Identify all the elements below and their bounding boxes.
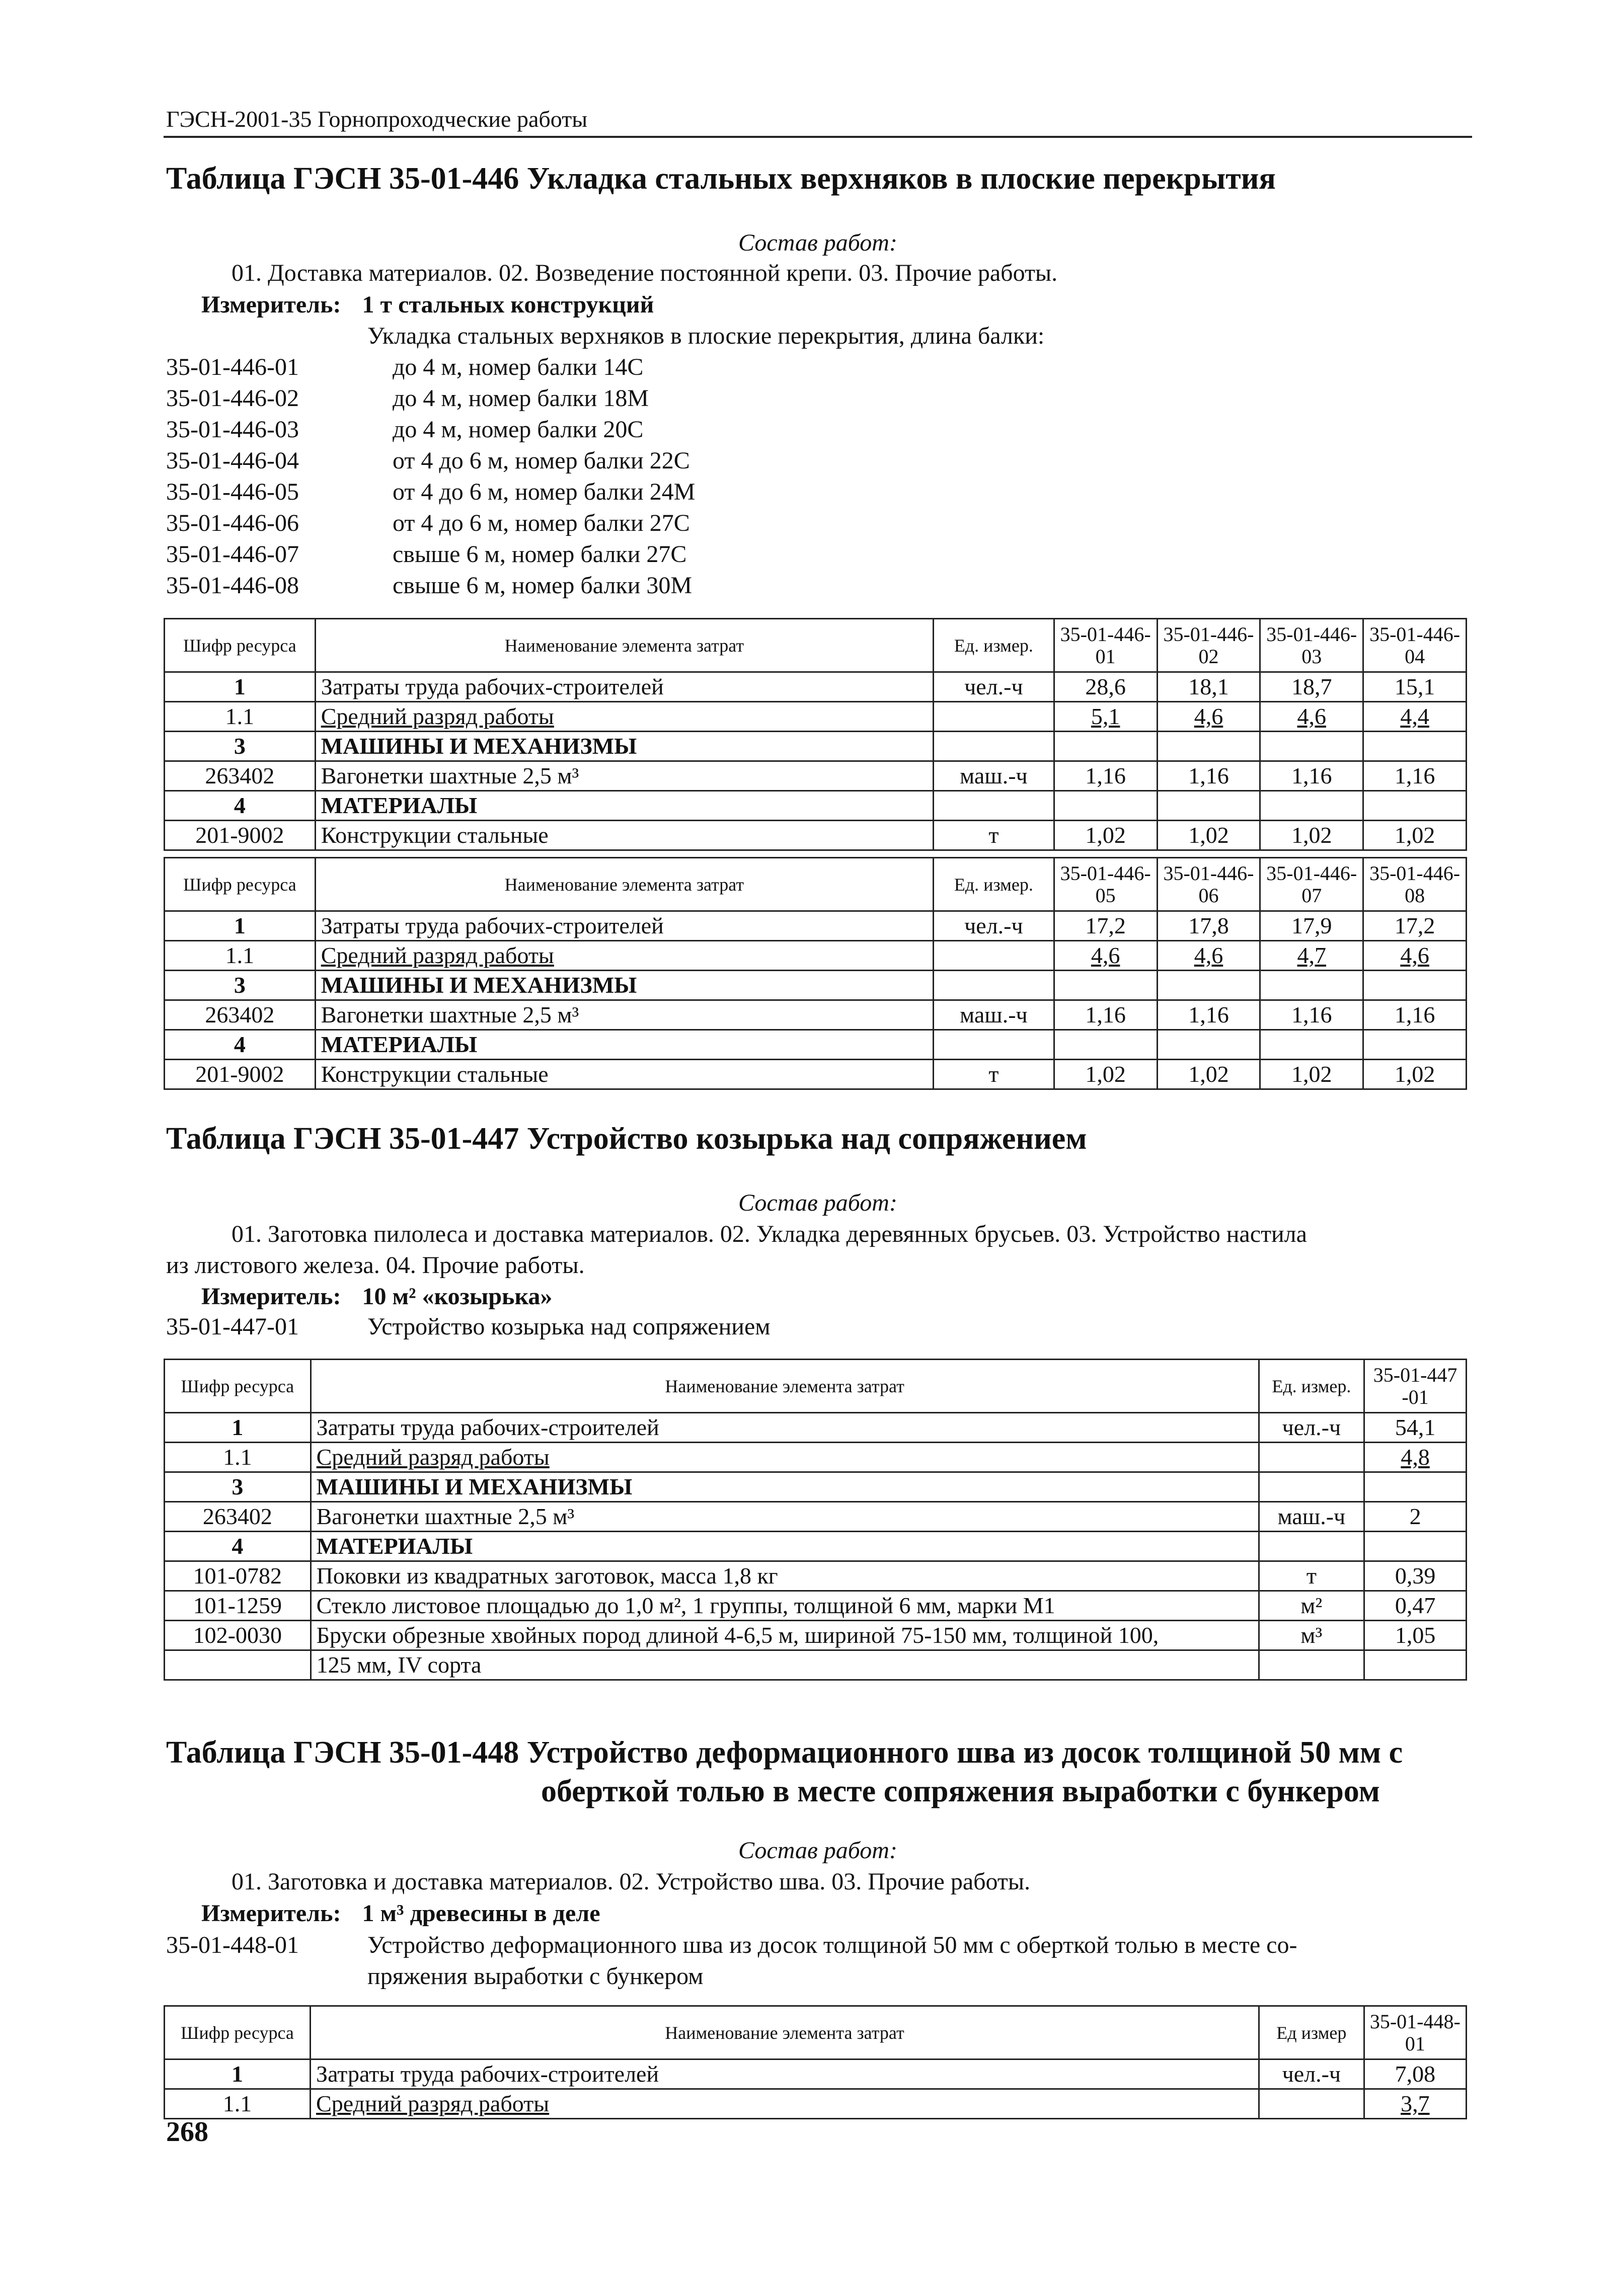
row-value (1157, 971, 1260, 1000)
col-header-name: Наименование элемента затрат (311, 2006, 1259, 2060)
row-unit (1259, 1532, 1364, 1561)
col-header-code: 35-01-446-03 (1260, 619, 1363, 672)
row-value (1054, 732, 1157, 761)
row-name: МАШИНЫ И МЕХАНИЗМЫ (311, 1472, 1259, 1502)
row-value (1363, 732, 1467, 761)
item-code: 35-01-446-01 (166, 354, 299, 380)
row-value: 1,02 (1157, 821, 1260, 850)
col-header-unit: Ед измер (1259, 2006, 1364, 2060)
row-name: МАТЕРИАЛЫ (311, 1532, 1259, 1561)
col-header-code: 35-01-446-08 (1363, 858, 1467, 911)
table-row (165, 1502, 1467, 1532)
col-header-shifr: Шифр ресурса (165, 619, 316, 672)
row-value (1364, 1472, 1467, 1502)
row-code: 201-9002 (165, 1060, 316, 1089)
row-unit (933, 971, 1054, 1000)
table-row (165, 911, 1467, 941)
izmeritel-label-448: Измеритель: (201, 1900, 341, 1927)
row-value: 1,02 (1157, 1060, 1260, 1089)
row-value: 4,4 (1363, 702, 1467, 732)
header-row (165, 858, 1467, 911)
row-value: 4,6 (1054, 941, 1157, 971)
table-446-grid-2 (164, 857, 1467, 1090)
item-code: 35-01-446-05 (166, 479, 299, 505)
row-value: 5,1 (1054, 702, 1157, 732)
table-row (165, 702, 1467, 732)
row-value: 1,16 (1260, 1000, 1363, 1030)
list-item (166, 447, 690, 478)
table-448-grid (164, 2005, 1467, 2119)
row-code: 1 (165, 2060, 311, 2089)
row-value (1157, 1030, 1260, 1060)
row-unit: чел.-ч (1259, 1413, 1364, 1443)
row-value: 1,02 (1363, 821, 1467, 850)
row-code: 102-0030 (165, 1621, 311, 1650)
row-code: 3 (165, 971, 316, 1000)
row-name: Средний разряд работы (315, 702, 933, 732)
row-value: 17,8 (1157, 911, 1260, 941)
table-row (165, 791, 1467, 821)
table-row (165, 1591, 1467, 1621)
table-row (165, 761, 1467, 791)
row-unit: т (1259, 1561, 1364, 1591)
row-value: 15,1 (1363, 672, 1467, 702)
izmeritel-447: 10 м² «козырька» (362, 1283, 553, 1310)
table-row (165, 1650, 1467, 1680)
table-row (165, 1621, 1467, 1650)
list-item (166, 416, 644, 447)
table-row (165, 1413, 1467, 1443)
row-value: 1,16 (1363, 1000, 1467, 1030)
col-header-shifr: Шифр ресурса (165, 858, 316, 911)
col-header-unit: Ед. измер. (933, 858, 1054, 911)
sostav-448: 01. Заготовка и доставка материалов. 02. Устройство шва. 03. Прочие работы. (232, 1868, 1031, 1895)
sostav-label-447: Состав работ: (738, 1190, 897, 1216)
row-unit: чел.-ч (1259, 2060, 1364, 2089)
sostav-447-line1: 01. Заготовка пилолеса и доставка материалов. 02. Укладка деревянных брусьев. 03. Устройство настила (232, 1221, 1307, 1247)
table-row (165, 1472, 1467, 1502)
row-code: 1.1 (165, 2089, 311, 2119)
row-code: 3 (165, 1472, 311, 1502)
col-header-shifr: Шифр ресурса (165, 2006, 311, 2060)
table-row (165, 732, 1467, 761)
row-value (1260, 1030, 1363, 1060)
col-header-code: 35-01-446-04 (1363, 619, 1467, 672)
item-code: 35-01-446-07 (166, 541, 299, 568)
row-value: 17,2 (1054, 911, 1157, 941)
row-name: Конструкции стальные (315, 1060, 933, 1089)
table-row (165, 971, 1467, 1000)
row-name: Средний разряд работы (315, 941, 933, 971)
row-value (1260, 732, 1363, 761)
row-unit: т (933, 1060, 1054, 1089)
row-value: 54,1 (1364, 1413, 1467, 1443)
row-value (1260, 971, 1363, 1000)
row-name: Бруски обрезные хвойных пород длиной 4-6,5 м, шириной 75-150 мм, толщиной 100, (311, 1621, 1259, 1650)
item-text: свыше 6 м, номер балки 30М (393, 572, 693, 599)
row-name: МАШИНЫ И МЕХАНИЗМЫ (315, 971, 933, 1000)
header-row (165, 2006, 1467, 2060)
row-unit (933, 791, 1054, 821)
col-header-code: 35-01-447-01 (1364, 1360, 1467, 1413)
row-value (1363, 791, 1467, 821)
row-value: 4,8 (1364, 1443, 1467, 1472)
row-code: 1 (165, 911, 316, 941)
table-row (165, 2089, 1467, 2119)
item-text: до 4 м, номер балки 18М (393, 385, 649, 412)
row-code: 4 (165, 1030, 316, 1060)
izmeritel-448: 1 м³ древесины в деле (362, 1900, 600, 1927)
table-row (165, 1532, 1467, 1561)
item-code: 35-01-446-03 (166, 416, 299, 443)
item-text-448-line2: пряжения выработки с бункером (367, 1963, 704, 1990)
row-value: 1,16 (1157, 1000, 1260, 1030)
table-446-grid-1 (164, 618, 1467, 851)
row-value: 1,02 (1363, 1060, 1467, 1089)
row-name: Затраты труда рабочих-строителей (315, 672, 933, 702)
row-value: 1,16 (1260, 761, 1363, 791)
row-value: 7,08 (1364, 2060, 1466, 2089)
table-row (165, 1030, 1467, 1060)
row-name: Вагонетки шахтные 2,5 м³ (315, 1000, 933, 1030)
row-value: 4,6 (1157, 702, 1260, 732)
list-item (166, 478, 696, 509)
row-unit (1259, 2089, 1364, 2119)
row-value: 2 (1364, 1502, 1467, 1532)
row-unit: маш.-ч (933, 761, 1054, 791)
header-row (165, 619, 1467, 672)
row-value: 0,47 (1364, 1591, 1467, 1621)
table-448-title-line1: Таблица ГЭСН 35-01-448 Устройство деформационного шва из досок толщиной 50 мм с (166, 1735, 1403, 1770)
row-unit (933, 941, 1054, 971)
row-code: 1 (165, 1413, 311, 1443)
row-unit (933, 732, 1054, 761)
row-unit: чел.-ч (933, 911, 1054, 941)
row-value (1363, 971, 1467, 1000)
row-value: 28,6 (1054, 672, 1157, 702)
table-row (165, 1060, 1467, 1089)
item-text: свыше 6 м, номер балки 27С (393, 541, 687, 568)
row-value (1260, 791, 1363, 821)
page-number: 268 (166, 2116, 208, 2148)
row-unit (933, 1030, 1054, 1060)
row-value: 1,02 (1054, 821, 1157, 850)
table-447-title: Таблица ГЭСН 35-01-447 Устройство козырька над сопряжением (166, 1122, 1087, 1156)
sostav-446: 01. Доставка материалов. 02. Возведение постоянной крепи. 03. Прочие работы. (232, 260, 1058, 286)
row-value (1157, 791, 1260, 821)
row-value: 1,16 (1054, 761, 1157, 791)
table-row (165, 672, 1467, 702)
item-text: до 4 м, номер балки 20С (393, 416, 644, 443)
item-code-447: 35-01-447-01 (166, 1313, 299, 1340)
row-unit (1259, 1650, 1364, 1680)
col-header-code: 35-01-446-07 (1260, 858, 1363, 911)
row-value (1054, 971, 1157, 1000)
item-code: 35-01-446-08 (166, 572, 299, 599)
item-code: 35-01-446-04 (166, 447, 299, 474)
row-value: 1,02 (1054, 1060, 1157, 1089)
row-value: 0,39 (1364, 1561, 1467, 1591)
list-item (166, 572, 693, 603)
row-unit: маш.-ч (1259, 1502, 1364, 1532)
table-448-title-line2: оберткой толью в месте сопряжения выработки с бункером (541, 1774, 1380, 1808)
row-name: МАТЕРИАЛЫ (315, 1030, 933, 1060)
row-value: 1,02 (1260, 821, 1363, 850)
row-code: 101-1259 (165, 1591, 311, 1621)
row-value: 4,6 (1260, 702, 1363, 732)
sostav-label-446: Состав работ: (738, 229, 897, 256)
item-code: 35-01-446-06 (166, 510, 299, 536)
row-name: МАТЕРИАЛЫ (315, 791, 933, 821)
row-value (1364, 1532, 1467, 1561)
col-header-code: 35-01-446-02 (1157, 619, 1260, 672)
row-code: 4 (165, 1532, 311, 1561)
row-value (1157, 732, 1260, 761)
row-unit (1259, 1472, 1364, 1502)
item-text: от 4 до 6 м, номер балки 27С (393, 510, 690, 536)
row-code: 263402 (165, 761, 316, 791)
table-446-title: Таблица ГЭСН 35-01-446 Укладка стальных верхняков в плоские перекрытия (166, 162, 1276, 196)
col-header-code: 35-01-446-06 (1157, 858, 1260, 911)
col-header-unit: Ед. измер. (1259, 1360, 1364, 1413)
col-header-name: Наименование элемента затрат (315, 858, 933, 911)
list-item (166, 384, 649, 416)
item-code: 35-01-446-02 (166, 385, 299, 412)
item-list-446 (166, 353, 696, 603)
table-row (165, 821, 1467, 850)
table-row (165, 941, 1467, 971)
col-header-code: 35-01-446-05 (1054, 858, 1157, 911)
row-name: 125 мм, IV сорта (311, 1650, 1259, 1680)
table-row (165, 2060, 1467, 2089)
row-unit: м³ (1259, 1621, 1364, 1650)
row-name: Затраты труда рабочих-строителей (311, 2060, 1259, 2089)
row-code: 1 (165, 672, 316, 702)
row-unit: чел.-ч (933, 672, 1054, 702)
row-unit (933, 702, 1054, 732)
running-header: ГЭСН-2001-35 Горнопроходческие работы (166, 106, 588, 132)
row-value (1054, 1030, 1157, 1060)
row-name: МАШИНЫ И МЕХАНИЗМЫ (315, 732, 933, 761)
row-value: 18,7 (1260, 672, 1363, 702)
row-value (1054, 791, 1157, 821)
item-text: от 4 до 6 м, номер балки 22С (393, 447, 690, 474)
row-value: 18,1 (1157, 672, 1260, 702)
header-rule (164, 136, 1472, 138)
row-value: 4,7 (1260, 941, 1363, 971)
row-name: Стекло листовое площадью до 1,0 м², 1 группы, толщиной 6 мм, марки М1 (311, 1591, 1259, 1621)
list-item (166, 353, 644, 384)
row-name: Вагонетки шахтные 2,5 м³ (315, 761, 933, 791)
col-header-name: Наименование элемента затрат (311, 1360, 1259, 1413)
list-item (166, 540, 687, 572)
col-header-name: Наименование элемента затрат (315, 619, 933, 672)
row-unit: т (933, 821, 1054, 850)
row-unit: м² (1259, 1591, 1364, 1621)
row-code: 1.1 (165, 1443, 311, 1472)
sostav-label-448: Состав работ: (738, 1837, 897, 1864)
row-value: 1,16 (1054, 1000, 1157, 1030)
row-value: 4,6 (1363, 941, 1467, 971)
table-row (165, 1000, 1467, 1030)
row-value: 4,6 (1157, 941, 1260, 971)
izmeritel-446: 1 т стальных конструкций (362, 291, 654, 318)
izmeritel-label-447: Измеритель: (201, 1283, 341, 1310)
col-header-unit: Ед. измер. (933, 619, 1054, 672)
item-code-448: 35-01-448-01 (166, 1932, 299, 1958)
row-name: Средний разряд работы (311, 2089, 1259, 2119)
row-unit: маш.-ч (933, 1000, 1054, 1030)
header-row (165, 1360, 1467, 1413)
row-value (1363, 1030, 1467, 1060)
row-value: 1,16 (1157, 761, 1260, 791)
row-code: 1.1 (165, 702, 316, 732)
item-text: от 4 до 6 м, номер балки 24М (393, 479, 696, 505)
item-text: до 4 м, номер балки 14С (393, 354, 644, 380)
row-value: 3,7 (1364, 2089, 1466, 2119)
list-item (166, 509, 690, 540)
row-value: 1,16 (1363, 761, 1467, 791)
row-value (1364, 1650, 1467, 1680)
izmeritel-label-446: Измеритель: (201, 291, 341, 318)
row-name: Средний разряд работы (311, 1443, 1259, 1472)
table-row (165, 1561, 1467, 1591)
table-row (165, 1443, 1467, 1472)
row-code: 263402 (165, 1000, 316, 1030)
row-name: Поковки из квадратных заготовок, масса 1,8 кг (311, 1561, 1259, 1591)
intro-446: Укладка стальных верхняков в плоские перекрытия, длина балки: (367, 323, 1045, 349)
item-text-448-line1: Устройство деформационного шва из досок толщиной 50 мм с оберткой толью в месте со- (367, 1932, 1297, 1958)
row-value: 17,9 (1260, 911, 1363, 941)
sostav-447-line2: из листового железа. 04. Прочие работы. (166, 1252, 585, 1279)
row-code: 4 (165, 791, 316, 821)
row-code: 101-0782 (165, 1561, 311, 1591)
table-447-grid (164, 1359, 1467, 1681)
item-text-447: Устройство козырька над сопряжением (367, 1313, 771, 1340)
row-name: Затраты труда рабочих-строителей (311, 1413, 1259, 1443)
row-code: 201-9002 (165, 821, 316, 850)
row-code (165, 1650, 311, 1680)
row-name: Вагонетки шахтные 2,5 м³ (311, 1502, 1259, 1532)
row-name: Затраты труда рабочих-строителей (315, 911, 933, 941)
row-name: Конструкции стальные (315, 821, 933, 850)
row-code: 263402 (165, 1502, 311, 1532)
row-value: 1,02 (1260, 1060, 1363, 1089)
col-header-shifr: Шифр ресурса (165, 1360, 311, 1413)
row-value: 17,2 (1363, 911, 1467, 941)
row-code: 3 (165, 732, 316, 761)
row-unit (1259, 1443, 1364, 1472)
col-header-code: 35-01-448-01 (1364, 2006, 1466, 2060)
col-header-code: 35-01-446-01 (1054, 619, 1157, 672)
row-value: 1,05 (1364, 1621, 1467, 1650)
row-code: 1.1 (165, 941, 316, 971)
